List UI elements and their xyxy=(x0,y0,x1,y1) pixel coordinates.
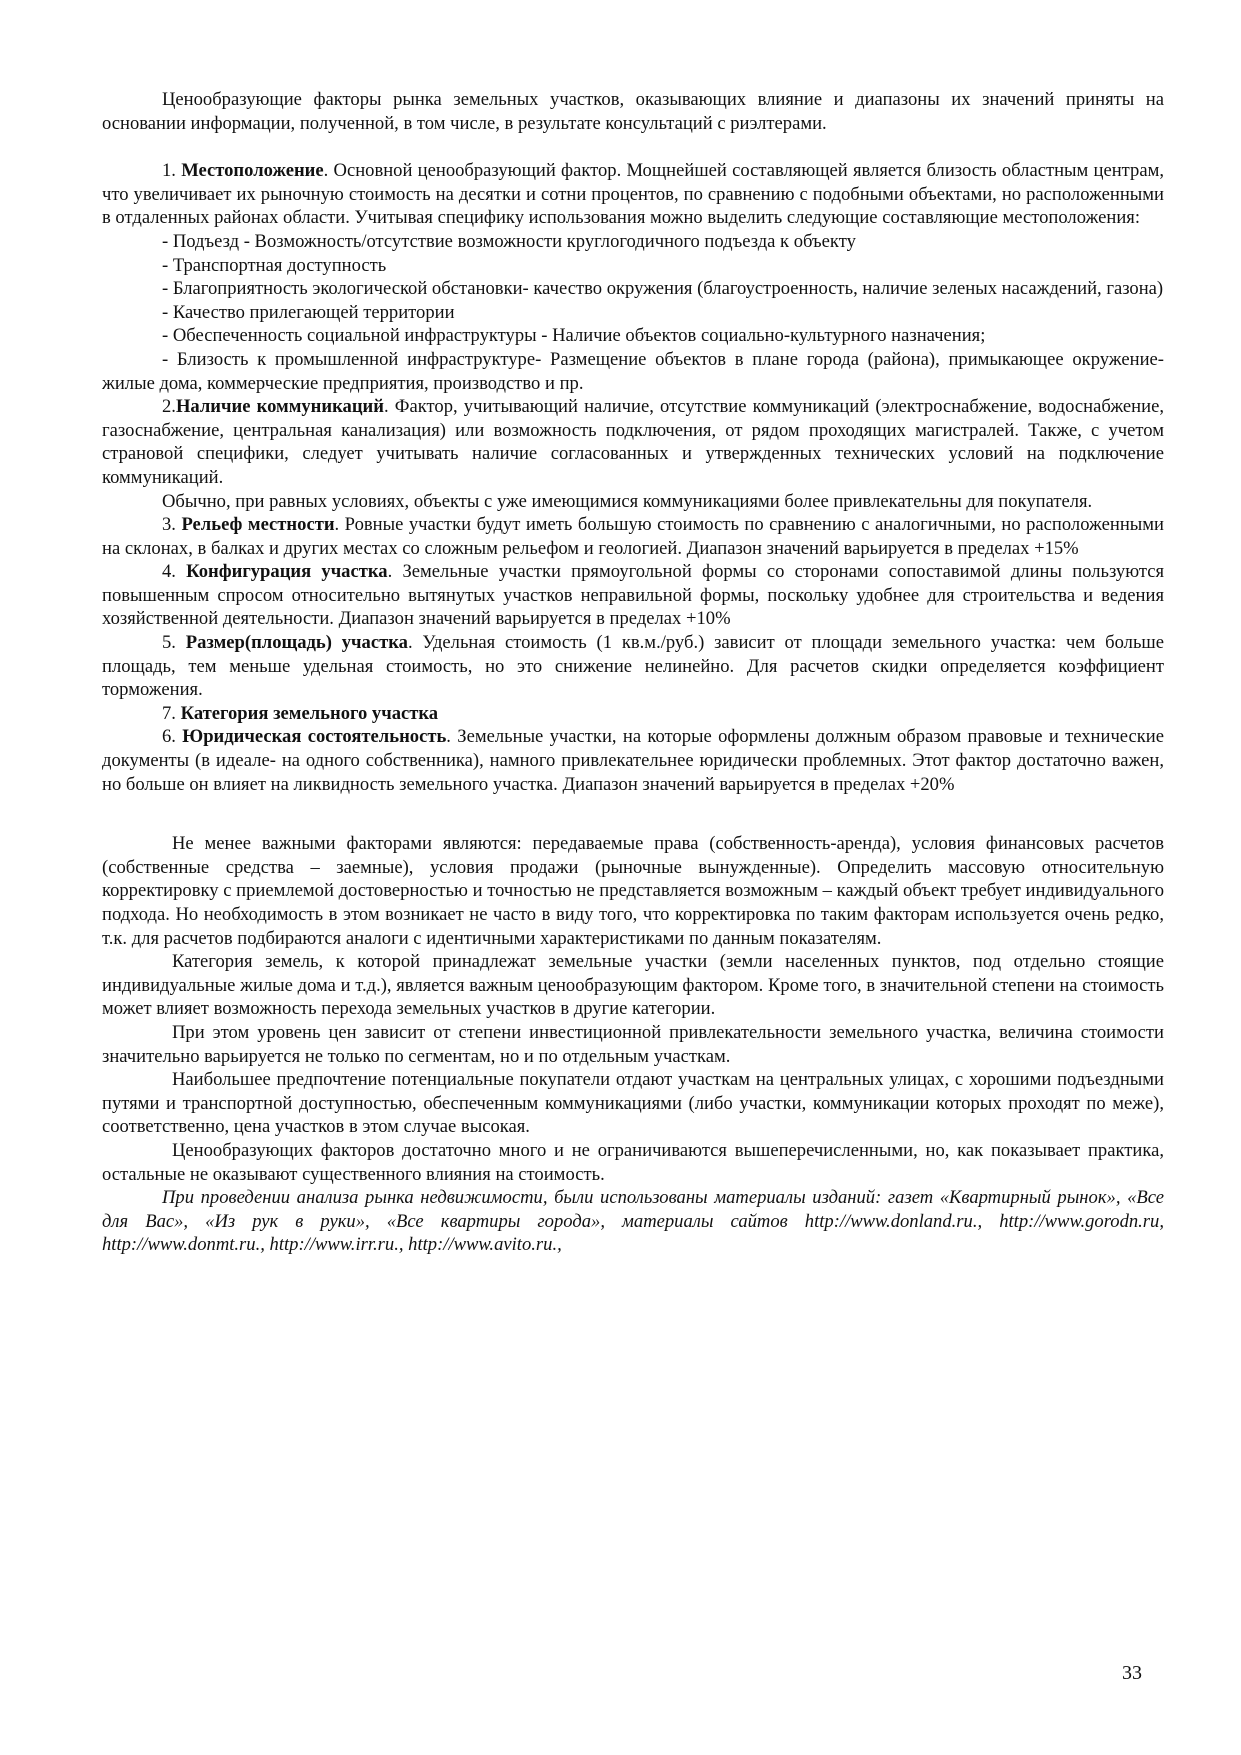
factor-number: 3. xyxy=(162,514,182,536)
intro-paragraph: Ценообразующие факторы рынка земельных участков, оказывающих влияние и диапазоны их значений приняты на основании информации, полученной, в том числе, в результате консультаций с риэлтерами. xyxy=(102,89,1164,134)
factor-number: 6. xyxy=(162,726,183,748)
factor-text: . Земельные участки прямоугольной формы со сторонами сопоставимой длины пользуются повышенным спросом относительно вытянутых участков неправильной формы, поскольку удобнее для строительства и ведения хозяйственной деятельности. Диапазон значений варьируется в пределах +10% xyxy=(102,561,1165,630)
factor-title: Категория земельного участка xyxy=(180,702,439,724)
body-paragraph: При этом уровень цен зависит от степени инвестиционной привлекательности земельного участка, величина стоимости значительно варьируется не только по сегментам, но и по отдельным участкам. xyxy=(102,1021,1164,1067)
factor-title: Местоположение xyxy=(181,160,324,182)
body-paragraph: Ценообразующих факторов достаточно много и не ограничиваются вышеперечисленными, но, как показывает практика, остальные не оказывают существенного влияния на стоимость. xyxy=(102,1139,1164,1185)
factor-text: . Основной ценообразующий фактор. Мощнейшей составляющей является близость областным центрам, что увеличивает их рыночную стоимость на десятки и сотни процентов, по сравнению с подобными объектами, но расположенными в отдаленных районах области. Учитывая специфику использования можно выделить следующие составляющие местоположения: xyxy=(102,160,1165,229)
factor-relief xyxy=(102,513,1164,560)
sources-paragraph: При проведении анализа рынка недвижимости, были использованы материалы изданий: газет «Квартирный рынок», «Все для Вас», «Из рук в руки», «Все квартиры города», материалы сайтов http://www.donland.ru., http://www.gorodn.ru, http://www.donmt.ru., http://www.irr.ru., http://www.avito.ru., xyxy=(102,1187,1164,1256)
factor-legal xyxy=(102,725,1164,796)
location-item: - Транспортная доступность xyxy=(162,254,387,276)
factor-text: . Земельные участки, на которые оформлены должным образом правовые и технические документы (в идеале- на одного собственника), намного привлекательнее юридически проблемных. Этот фактор достаточно важен, но больше он влияет на ликвидность земельного участка. Диапазон значений варьируется в пределах +20% xyxy=(102,726,1165,795)
communications-note: Обычно, при равных условиях, объекты с уже имеющимися коммуникациями более привлекательны для покупателя. xyxy=(162,490,1093,512)
factor-text: . Фактор, учитывающий наличие, отсутствие коммуникаций (электроснабжение, водоснабжение, газоснабжение, центральная канализация) или возможность подключения, от рядом проходящих магистралей. Также, с учетом страновой специфики, следует учитывать наличие согласованных и утвержденных технических условий на подключение коммуникаций. xyxy=(102,396,1164,488)
factor-title: Конфигурация участка xyxy=(186,561,388,583)
location-item: - Качество прилегающей территории xyxy=(162,301,455,323)
location-item: - Обеспеченность социальной инфраструктуры - Наличие объектов социально-культурного назначения; xyxy=(162,325,986,347)
factor-configuration xyxy=(102,560,1164,631)
factor-title: Юридическая состоятельность xyxy=(182,726,447,748)
factor-number: 1. xyxy=(162,160,182,182)
factor-text: . Ровные участки будут иметь большую стоимость по сравнению с аналогичными, но расположенными на склонах, в балках и других местах со сложным рельефом и геологией. Диапазон значений варьируется в пределах +15% xyxy=(102,514,1165,559)
location-item: - Благоприятность экологической обстановки- качество окружения (благоустроенность, наличие зеленых насаждений, газона) xyxy=(162,278,1164,300)
factor-title: Рельеф местности xyxy=(181,514,335,536)
factor-category xyxy=(102,702,1164,726)
factor-number: 2. xyxy=(162,396,176,418)
factor-title: Наличие коммуникаций xyxy=(175,396,384,418)
factor-communications xyxy=(102,395,1164,489)
factor-size xyxy=(102,631,1164,702)
factor-title: Размер(площадь) участка xyxy=(185,632,408,654)
document-page xyxy=(102,88,1164,1257)
body-paragraph: Категория земель, к которой принадлежат земельные участки (земли населенных пунктов, под отдельно стоящие индивидуальные жилые дома и т.д.), является важным ценообразующим фактором. Кроме того, в значительной степени на стоимость может влияет возможность перехода земельных участков в другие категории. xyxy=(102,951,1164,1020)
factor-number: 4. xyxy=(162,561,187,583)
location-item: - Близость к промышленной инфраструктуре- Размещение объектов в плане города (района), примыкающее окружение- жилые дома, коммерческие предприятия, производство и пр. xyxy=(102,348,1164,394)
factor-number: 5. xyxy=(162,632,186,654)
body-paragraph: Не менее важными факторами являются: передаваемые права (собственность-аренда), условия финансовых расчетов (собственные средства – заемные), условия продажи (рыночные вынужденные). Определить массовую относительную корректировку с приемлемой достоверностью и точностью не представляется возможным – каждый объект требует индивидуального подхода. Но необходимость в этом возникает не часто в виду того, что корректировка по таким факторам используется очень редко, т.к. для расчетов подбираются аналоги с идентичными характеристиками по данным показателям. xyxy=(102,833,1164,949)
factor-text: . Удельная стоимость (1 кв.м./руб.) зависит от площади земельного участка: чем больше площадь, тем меньше удельная стоимость, но это снижение нелинейно. Для расчетов скидки определяется коэффициент торможения. xyxy=(102,632,1164,701)
factor-number: 7. xyxy=(162,702,181,724)
factor-location xyxy=(102,159,1164,230)
location-item: - Подъезд - Возможность/отсутствие возможности круглогодичного подъезда к объекту xyxy=(162,230,856,252)
body-paragraph: Наибольшее предпочтение потенциальные покупатели отдают участкам на центральных улицах, с хорошими подъездными путями и транспортной доступностью, обеспеченным коммуникациями (либо участки, коммуникации которых проходят по меже), соответственно, цена участков в этом случае высокая. xyxy=(102,1069,1164,1138)
page-number: 33 xyxy=(1122,1662,1142,1684)
